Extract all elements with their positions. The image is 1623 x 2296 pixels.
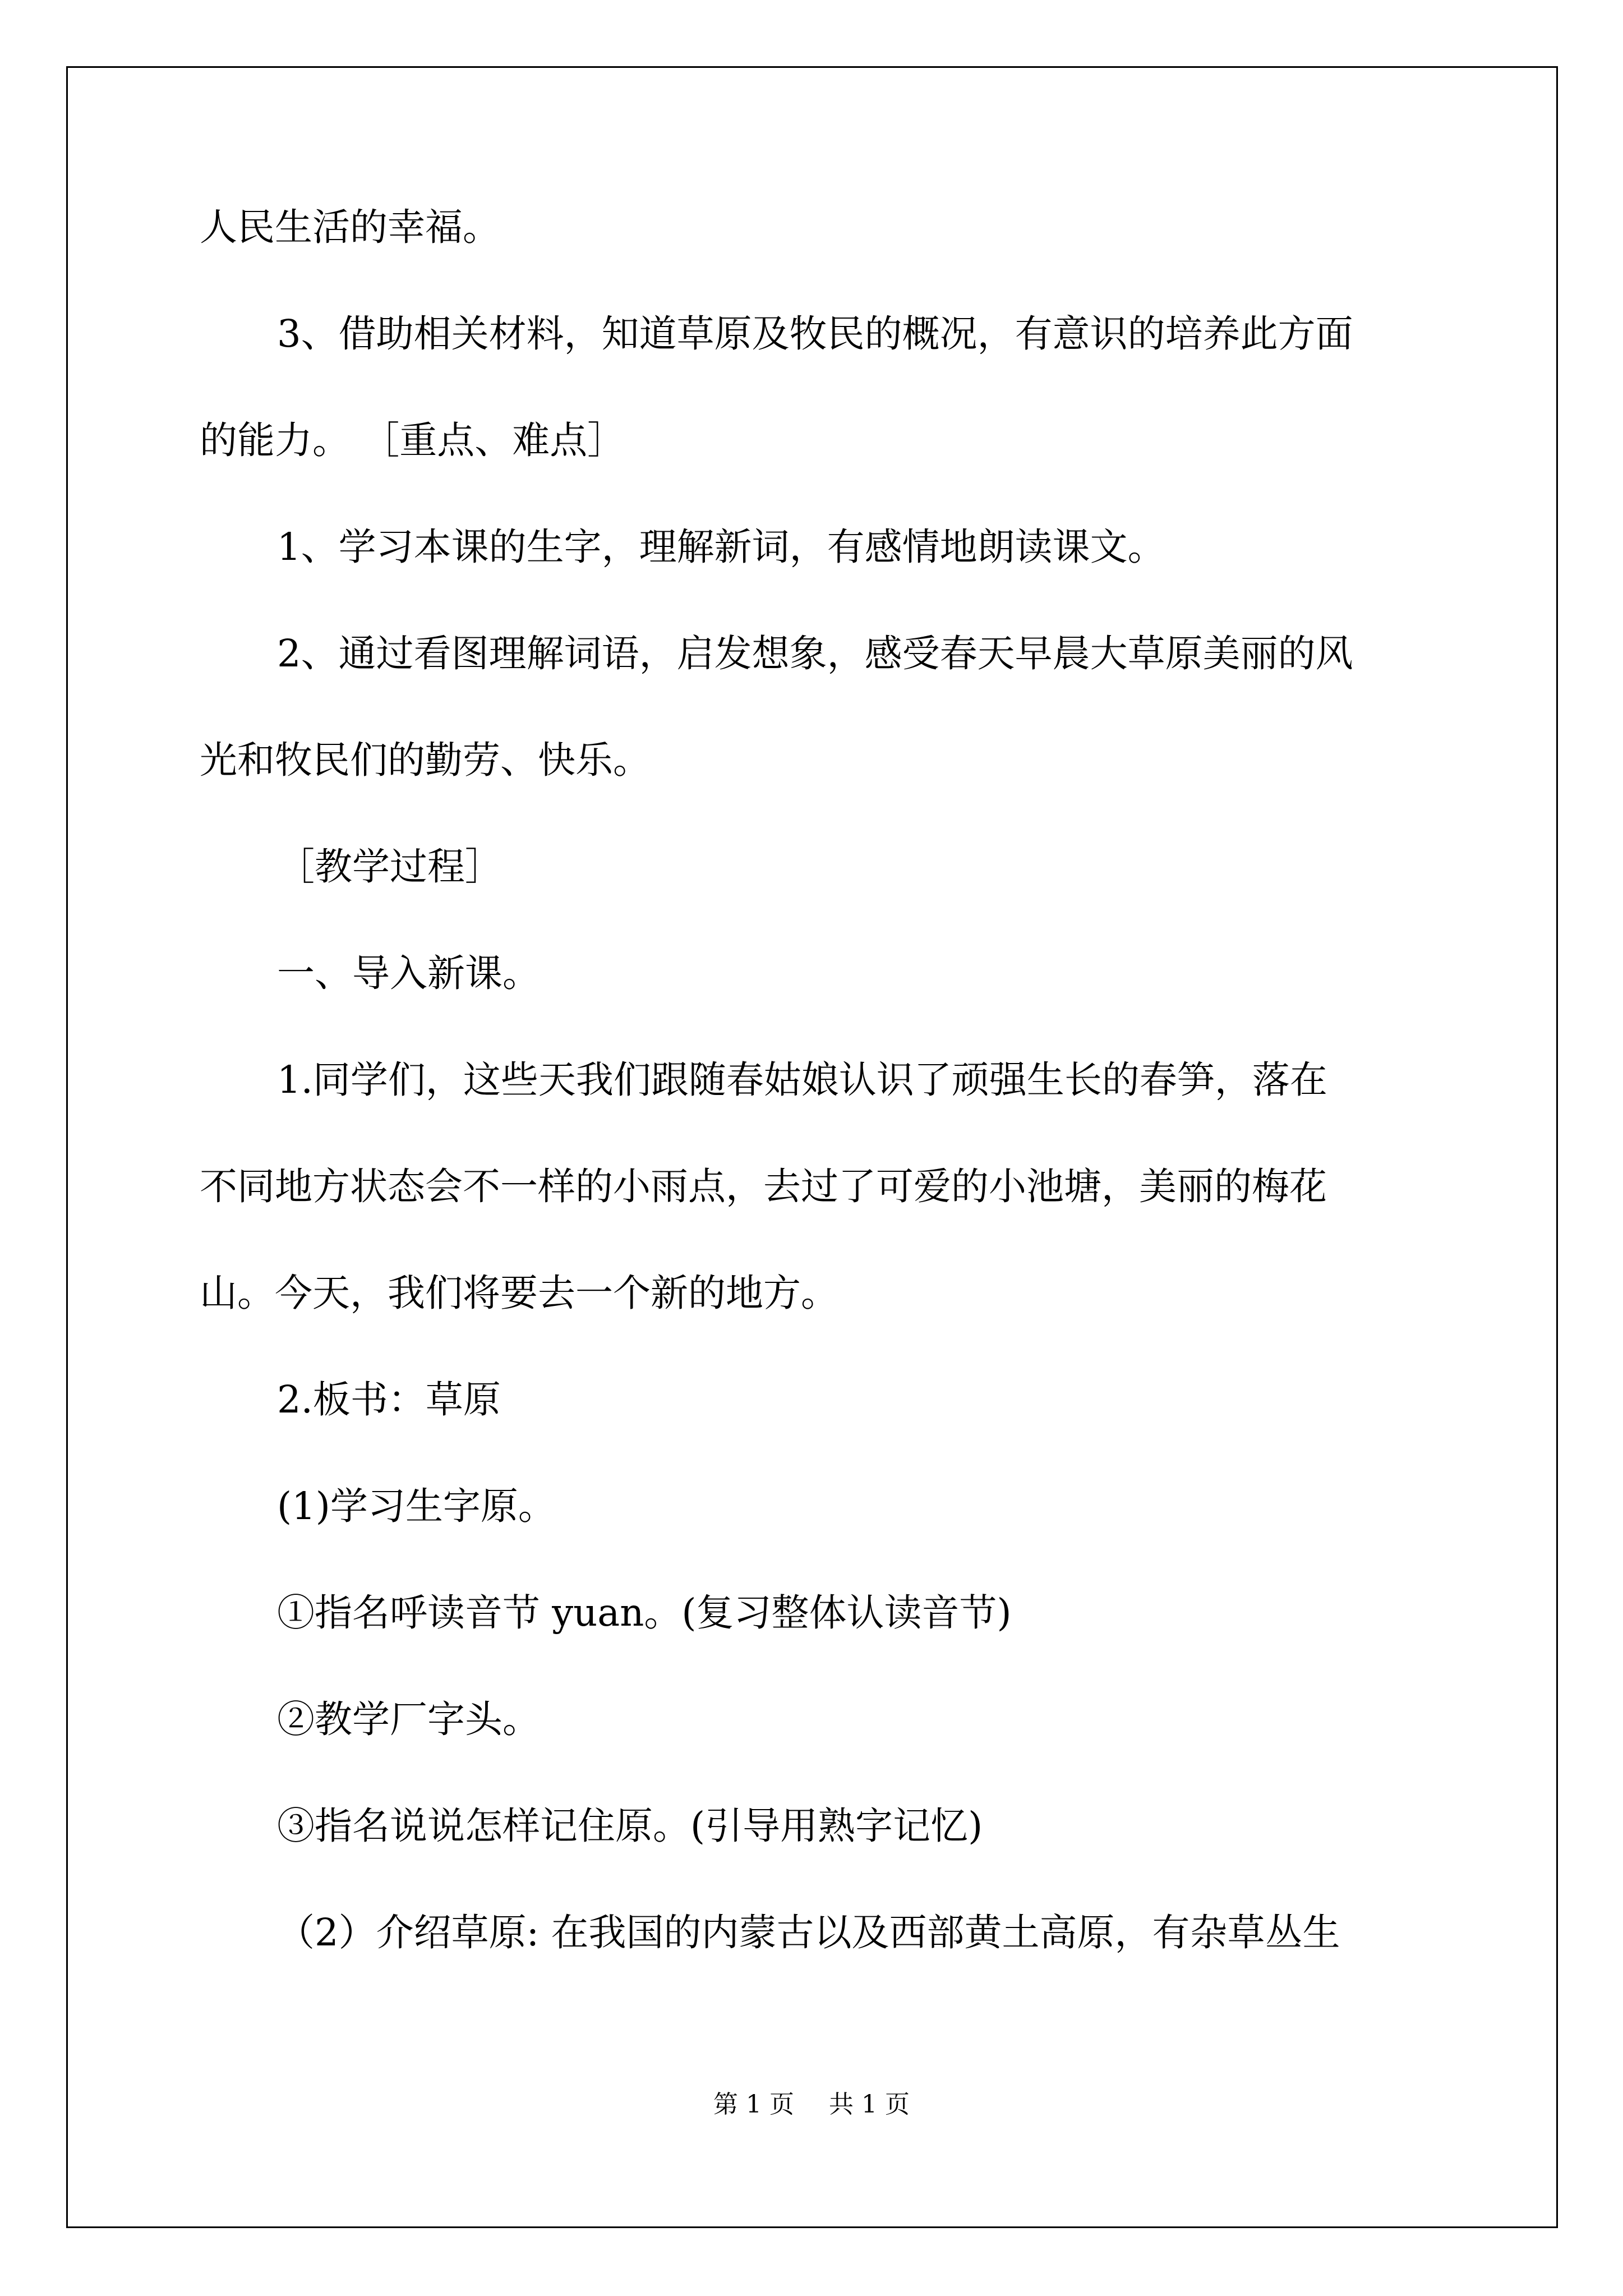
text-line-10: 不同地方状态会不一样的小雨点，去过了可爱的小池塘，美丽的梅花	[200, 1165, 1327, 1208]
document-body	[200, 202, 1428, 2014]
text-line-4: 1、学习本课的生字，理解新词，有感情地朗读课文。	[277, 525, 1165, 569]
page-total: 共 1 页	[829, 2090, 910, 2119]
text-line-9: 1.同学们，这些天我们跟随春姑娘认识了顽强生长的春笋，落在	[277, 1058, 1327, 1102]
page-footer	[0, 2088, 1623, 2122]
text-line-3: 的能力。 ［重点、难点］	[200, 418, 625, 462]
text-line-1: 人民生活的幸福。	[200, 205, 500, 249]
text-line-6: 光和牧民们的勤劳、快乐。	[200, 738, 651, 782]
text-line-5: 2、通过看图理解词语，启发想象，感受春天早晨大草原美丽的风	[277, 632, 1353, 675]
text-line-15: ②教学厂字头。	[277, 1697, 540, 1741]
text-line-17: （2）介绍草原: 在我国的内蒙古以及西部黄土高原，有杂草丛生	[277, 1911, 1340, 1954]
page-number: 第 1 页	[713, 2090, 794, 2119]
section-heading-intro: 一、导入新课。	[277, 951, 540, 995]
text-line-13: (1)学习生字原。	[277, 1484, 556, 1528]
text-line-11: 山。今天，我们将要去一个新的地方。	[200, 1271, 838, 1315]
section-heading-teaching-process: ［教学过程］	[277, 845, 502, 889]
text-line-16: ③指名说说怎样记住原。(引导用熟字记忆)	[277, 1804, 983, 1848]
text-line-12: 2.板书：草原	[277, 1378, 501, 1421]
text-line-2: 3、借助相关材料，知道草原及牧民的概况，有意识的培养此方面	[277, 312, 1353, 356]
text-line-14: ①指名呼读音节 yuan。(复习整体认读音节)	[277, 1591, 1012, 1635]
